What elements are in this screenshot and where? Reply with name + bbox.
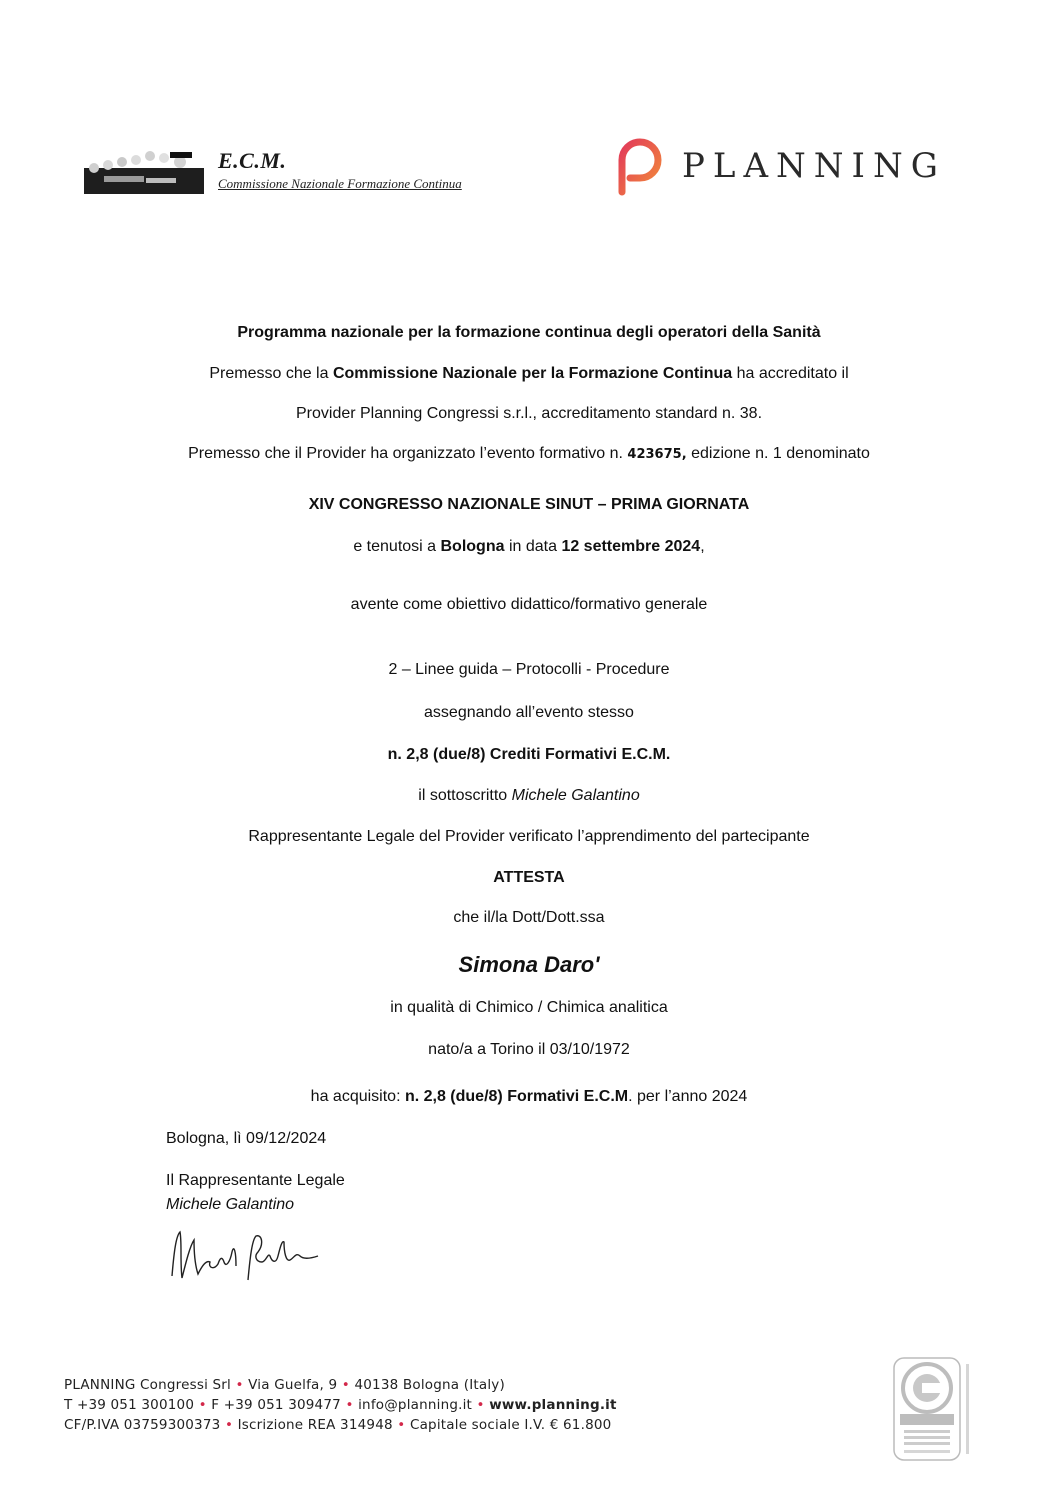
footer-bullet: • <box>476 1397 485 1413</box>
footer-bullet: • <box>198 1397 207 1413</box>
acquired-line <box>0 1088 1058 1106</box>
held-post: , <box>700 538 705 555</box>
held-city: Bologna <box>440 538 505 555</box>
premise-text-end: ha accreditato il <box>732 365 849 382</box>
undersigned-name: Michele Galantino <box>511 787 640 804</box>
handwritten-signature <box>166 1222 326 1284</box>
undersigned-line <box>0 787 1058 805</box>
footer-capital: Capitale sociale I.V. € 61.800 <box>409 1417 612 1433</box>
event-number: 423675, <box>627 447 687 462</box>
representative-title: Il Rappresentante Legale <box>166 1172 345 1189</box>
edition-text: edizione n. 1 denominato <box>686 445 870 462</box>
attesta-heading: ATTESTA <box>493 869 565 886</box>
premise-commission <box>0 365 1058 383</box>
ecm-logo <box>84 148 494 198</box>
footer-line-2 <box>64 1397 617 1413</box>
acquired-credits: n. 2,8 (due/8) Formativi E.C.M <box>404 1088 629 1105</box>
participant-name: Simona Daro' <box>458 952 600 977</box>
footer-line-3 <box>64 1417 611 1433</box>
planning-wordmark: PLANNING <box>682 146 946 186</box>
program-title: Programma nazionale per la formazione continua degli operatori della Sanità <box>237 324 821 341</box>
commission-name: Commissione Nazionale per la Formazione Continua <box>332 365 733 382</box>
qualification-line: in qualità di Chimico / Chimica analitica <box>390 999 668 1016</box>
footer-address: Via Guelfa, 9 <box>248 1377 338 1393</box>
planning-mark-icon <box>616 138 666 196</box>
footer-vat: CF/P.IVA 03759300373 <box>64 1417 221 1433</box>
ecm-people-illustration <box>84 148 204 194</box>
objective-intro: avente come obiettivo didattico/formativo generale <box>350 596 708 613</box>
undersigned-pre: il sottoscritto <box>418 787 512 804</box>
place-date: Bologna, lì 09/12/2024 <box>166 1130 327 1147</box>
footer-bullet: • <box>345 1397 354 1413</box>
assigning-line: assegnando all’evento stesso <box>424 704 634 721</box>
footer-website-link[interactable]: www.planning.it <box>489 1397 617 1413</box>
acquired-post: . per l’anno 2024 <box>628 1088 748 1105</box>
acquired-pre: ha acquisito: <box>310 1088 405 1105</box>
ecm-title: E.C.M. <box>218 148 287 173</box>
footer-phone: T +39 051 300100 <box>64 1397 195 1413</box>
premise-event-text: Premesso che il Provider ha organizzato l’evento formativo n. <box>188 445 628 462</box>
objective: 2 – Linee guida – Protocolli - Procedure <box>388 661 670 678</box>
che-line: che il/la Dott/Dott.ssa <box>453 909 605 926</box>
representative-line: Rappresentante Legale del Provider verificato l’apprendimento del partecipante <box>248 828 810 845</box>
held-mid: in data <box>504 538 562 555</box>
premise-event <box>0 445 1058 463</box>
premise-text: Premesso che la <box>209 365 333 382</box>
ecm-subtitle: Commissione Nazionale Formazione Continua <box>218 176 462 191</box>
footer-bullet: • <box>224 1417 234 1433</box>
footer-bullet: • <box>235 1377 244 1393</box>
footer-fax: F +39 051 309477 <box>211 1397 341 1413</box>
cermet-certification-seal <box>892 1356 974 1464</box>
footer-email-link[interactable]: info@planning.it <box>358 1397 473 1413</box>
footer-city: 40138 Bologna (Italy) <box>354 1377 505 1393</box>
provider-line: Provider Planning Congressi s.r.l., accreditamento standard n. 38. <box>295 405 763 422</box>
footer-line-1 <box>64 1377 505 1393</box>
footer-bullet: • <box>397 1417 406 1433</box>
held-pre: e tenutosi a <box>353 538 441 555</box>
held-line <box>0 538 1058 556</box>
birth-line: nato/a a Torino il 03/10/1972 <box>428 1041 630 1058</box>
footer-company: PLANNING Congressi Srl <box>64 1377 231 1393</box>
representative-name: Michele Galantino <box>166 1196 295 1213</box>
held-date: 12 settembre 2024 <box>561 538 701 555</box>
event-title: XIV CONGRESSO NAZIONALE SINUT – PRIMA GIORNATA <box>308 496 750 513</box>
footer-rea: Iscrizione REA 314948 <box>237 1417 393 1433</box>
footer-bullet: • <box>341 1377 350 1393</box>
credits-line: n. 2,8 (due/8) Crediti Formativi E.C.M. <box>387 746 671 763</box>
planning-logo <box>616 138 956 198</box>
